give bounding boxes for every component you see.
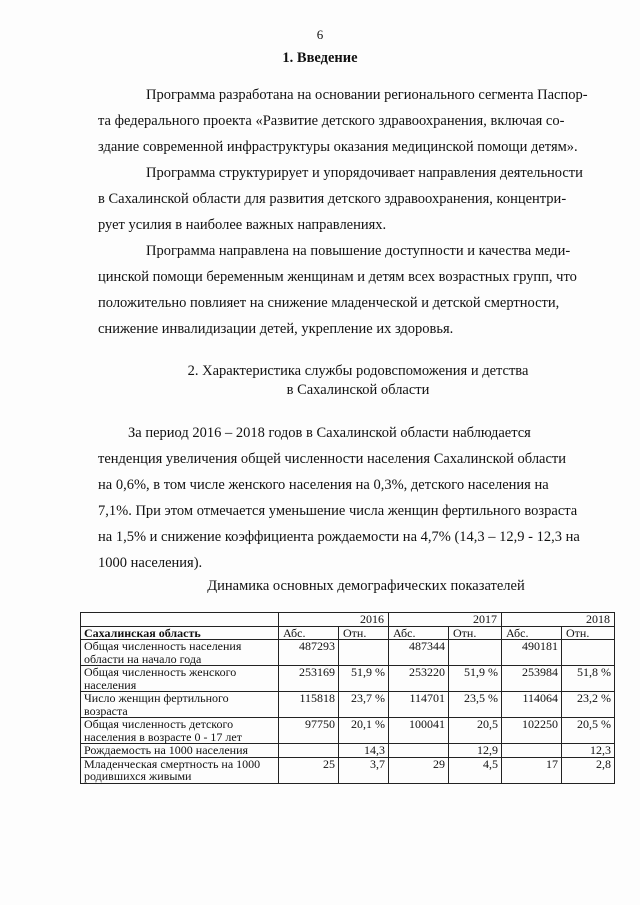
value-2016-abs [279,744,339,758]
value-2018-abs: 490181 [502,640,562,666]
section2-line-2: тенденция увеличения общей численности населения Сахалинской области [98,451,567,467]
section2-line-6: 1000 населения). [98,555,203,571]
value-2018-abs [502,744,562,758]
page-number: 6 [316,27,324,42]
value-2018-rel: 23,2 % [562,692,615,718]
sub-abs-2016: Абс. [279,626,339,640]
row-label: Общая численность женского населения [81,666,279,692]
row-label: Рождаемость на 1000 населения [81,744,279,758]
section1-line-3: здание современной инфраструктуры оказания медицинской помощи детям». [98,139,578,155]
section1-line-6: рует усилия в наиболее важных направлениях. [98,217,387,233]
value-2017-abs: 114701 [389,692,449,718]
section1-line-5: в Сахалинской области для развития детского здравоохранения, концентри- [98,191,567,207]
row-label: Младенческая смертность на 1000 родившихся живыми [81,757,279,783]
value-2017-rel [449,640,502,666]
year-2017-header: 2017 [389,613,502,627]
section2-heading-line-1: 2. Характеристика службы родовспоможения и детства [187,363,529,379]
value-2018-rel: 20,5 % [562,718,615,744]
sub-rel-2018: Отн. [562,626,615,640]
value-2016-abs: 487293 [279,640,339,666]
year-2016-header: 2016 [279,613,389,627]
table-row [81,744,615,758]
demographics-table [80,612,615,784]
sub-abs-2018: Абс. [502,626,562,640]
section1-line-9: положительно повлияет на снижение младенческой и детской смертности, [98,295,560,311]
value-2018-rel [562,640,615,666]
value-2016-rel [339,640,389,666]
row-label: Общая численность детского населения в возрасте 0 - 17 лет [81,718,279,744]
table-corner-cell [81,613,279,627]
value-2016-rel: 23,7 % [339,692,389,718]
value-2017-rel: 51,9 % [449,666,502,692]
table-row [81,692,615,718]
value-2016-abs: 25 [279,757,339,783]
section2-line-3: на 0,6%, в том числе женского населения на 0,3%, детского населения на [98,477,549,493]
table-row [81,757,615,783]
value-2016-rel: 20,1 % [339,718,389,744]
table-subheader-row [81,626,615,640]
value-2017-rel: 20,5 [449,718,502,744]
value-2017-abs: 487344 [389,640,449,666]
sub-rel-2017: Отн. [449,626,502,640]
section2-line-4: 7,1%. При этом отмечается уменьшение числа женщин фертильного возраста [98,503,578,519]
section1-line-10: снижение инвалидизации детей, укрепление их здоровья. [98,321,454,337]
value-2016-abs: 115818 [279,692,339,718]
value-2017-rel: 23,5 % [449,692,502,718]
value-2016-abs: 253169 [279,666,339,692]
value-2017-rel: 4,5 [449,757,502,783]
year-2018-header: 2018 [502,613,615,627]
table-row [81,640,615,666]
value-2018-rel: 12,3 [562,744,615,758]
value-2016-rel: 51,9 % [339,666,389,692]
section1-line-4: Программа структурирует и упорядочивает направления деятельности [146,165,583,181]
value-2018-rel: 51,8 % [562,666,615,692]
section1-line-1: Программа разработана на основании регионального сегмента Паспор- [146,87,588,103]
section2-heading-line-2: в Сахалинской области [286,382,430,398]
row-label: Общая численность населения области на начало года [81,640,279,666]
value-2016-abs: 97750 [279,718,339,744]
value-2016-rel: 3,7 [339,757,389,783]
section2-line-1: За период 2016 – 2018 годов в Сахалинской области наблюдается [128,425,531,441]
section1-heading: 1. Введение [282,50,358,66]
value-2018-abs: 17 [502,757,562,783]
section1-line-8: цинской помощи беременным женщинам и детям всех возрастных групп, что [98,269,577,285]
value-2017-abs: 29 [389,757,449,783]
region-label: Сахалинская область [81,626,279,640]
value-2018-abs: 102250 [502,718,562,744]
value-2016-rel: 14,3 [339,744,389,758]
value-2017-abs: 100041 [389,718,449,744]
value-2018-abs: 114064 [502,692,562,718]
value-2018-abs: 253984 [502,666,562,692]
row-label: Число женщин фертильного возраста [81,692,279,718]
table-row [81,718,615,744]
table-body [81,640,615,784]
value-2017-abs: 253220 [389,666,449,692]
section1-line-7: Программа направлена на повышение доступности и качества меди- [146,243,571,259]
value-2018-rel: 2,8 [562,757,615,783]
table-row [81,666,615,692]
section2-line-5: на 1,5% и снижение коэффициента рождаемости на 4,7% (14,3 – 12,9 - 12,3 на [98,529,580,545]
sub-abs-2017: Абс. [389,626,449,640]
section1-line-2: та федерального проекта «Развитие детского здравоохранения, включая со- [98,113,565,129]
table-caption: Динамика основных демографических показателей [207,578,525,594]
value-2017-abs [389,744,449,758]
table-year-row [81,613,615,627]
sub-rel-2016: Отн. [339,626,389,640]
value-2017-rel: 12,9 [449,744,502,758]
